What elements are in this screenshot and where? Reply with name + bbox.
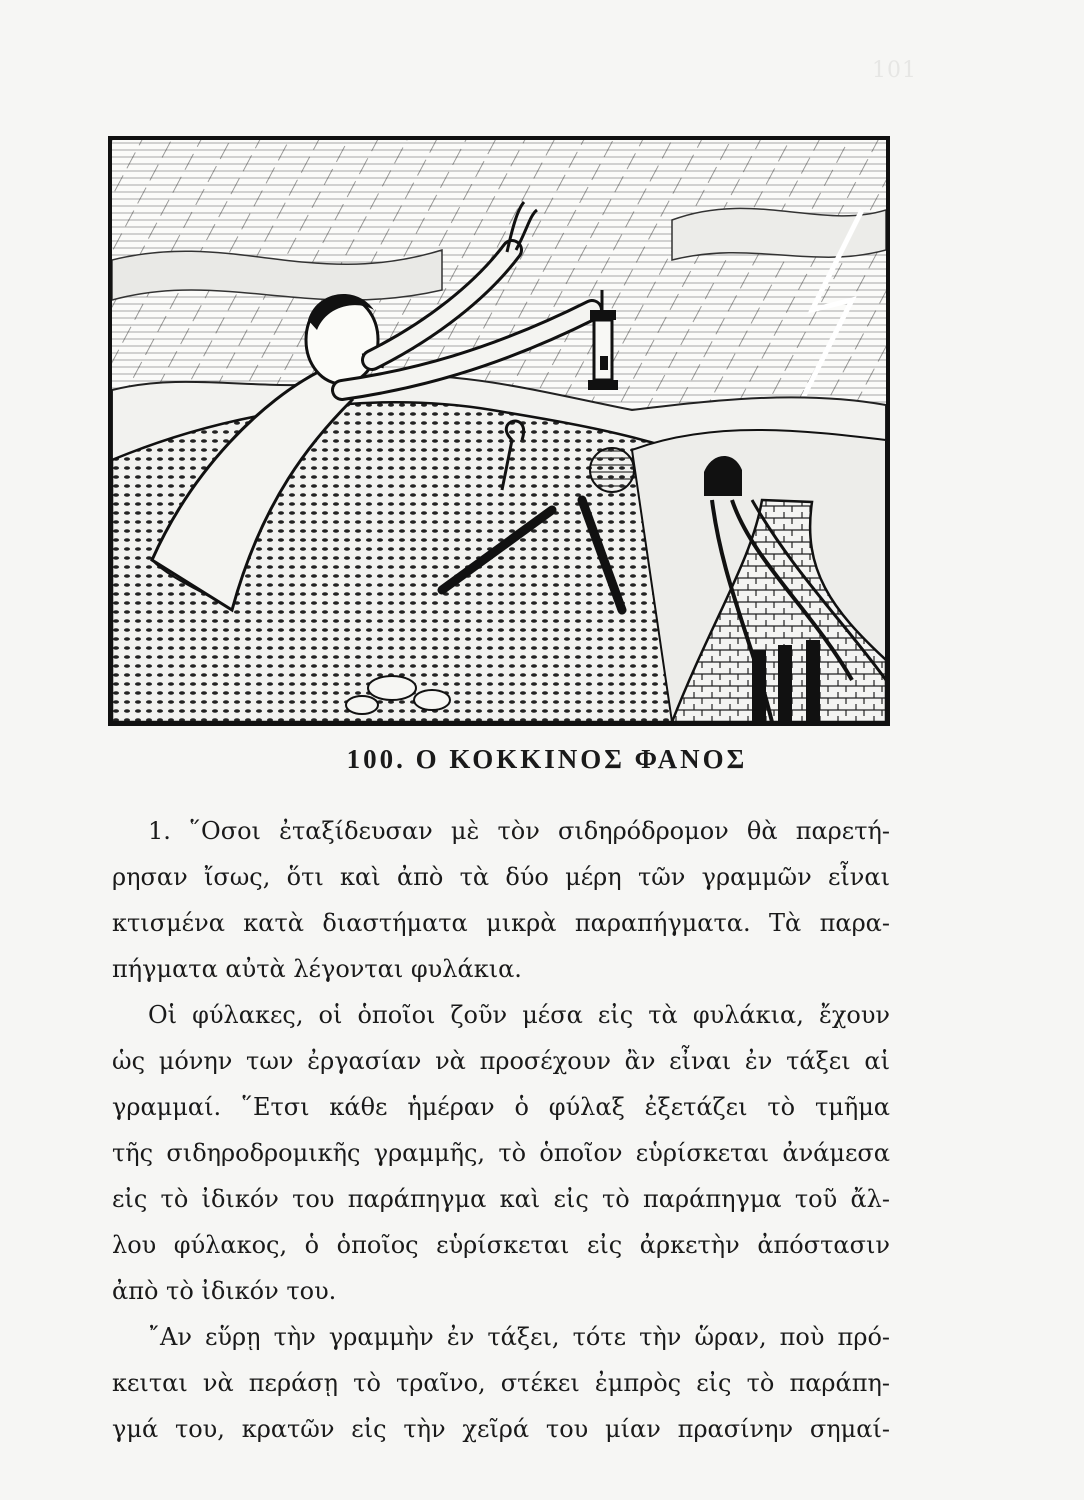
text-line: λου φύλακος, ὁ ὁποῖος εὑρίσκεται εἰς ἀρκετὴν ἀπόστασιν <box>112 1231 890 1259</box>
text-line: γμά του, κρατῶν εἰς τὴν χεῖρά του μίαν πρασίνην σημαί- <box>112 1415 890 1443</box>
illustration-railway-guard <box>108 136 890 726</box>
text-line: κειται νὰ περάσῃ τὸ τραῖνο, στέκει ἐμπρὸς εἰς τὸ παράπη- <box>112 1369 890 1397</box>
text-line: Οἱ φύλακες, οἱ ὁποῖοι ζοῦν μέσα εἰς τὰ φυλάκια, ἔχουν <box>148 1001 890 1029</box>
text-line: ρησαν ἴσως, ὅτι καὶ ἀπὸ τὰ δύο μέρη τῶν γραμμῶν εἶναι <box>112 863 890 891</box>
text-line: κτισμένα κατὰ διαστήματα μικρὰ παραπήγματα. Τὰ παρα- <box>112 909 890 937</box>
body-text <box>112 808 890 1452</box>
woodcut-drawing <box>112 140 886 722</box>
page-number: 101 <box>872 58 917 83</box>
text-line: 1. ῞Οσοι ἐταξίδευσαν μὲ τὸν σιδηρόδρομον θὰ παρετή- <box>148 817 890 845</box>
text-line: ῎Αν εὕρῃ τὴν γραμμὴν ἐν τάξει, τότε τὴν ὥραν, ποὺ πρό- <box>148 1323 890 1351</box>
text-line: τῆς σιδηροδρομικῆς γραμμῆς, τὸ ὁποῖον εὑρίσκεται ἀνάμεσα <box>112 1139 890 1167</box>
chapter-title: 100. Ο ΚΟΚΚΙΝΟΣ ΦΑΝΟΣ <box>346 744 748 774</box>
text-line: εἰς τὸ ἰδικόν του παράπηγμα καὶ εἰς τὸ παράπηγμα τοῦ ἄλ- <box>112 1185 890 1213</box>
text-line: ἀπὸ τὸ ἰδικόν του. <box>112 1277 337 1305</box>
text-line: πήγματα αὐτὰ λέγονται φυλάκια. <box>112 955 522 983</box>
text-line: ὡς μόνην των ἐργασίαν νὰ προσέχουν ἂν εἶναι ἐν τάξει αἱ <box>112 1047 890 1075</box>
text-line: γραμμαί. ῞Ετσι κάθε ἡμέραν ὁ φύλαξ ἐξετάζει τὸ τμῆμα <box>112 1093 890 1121</box>
